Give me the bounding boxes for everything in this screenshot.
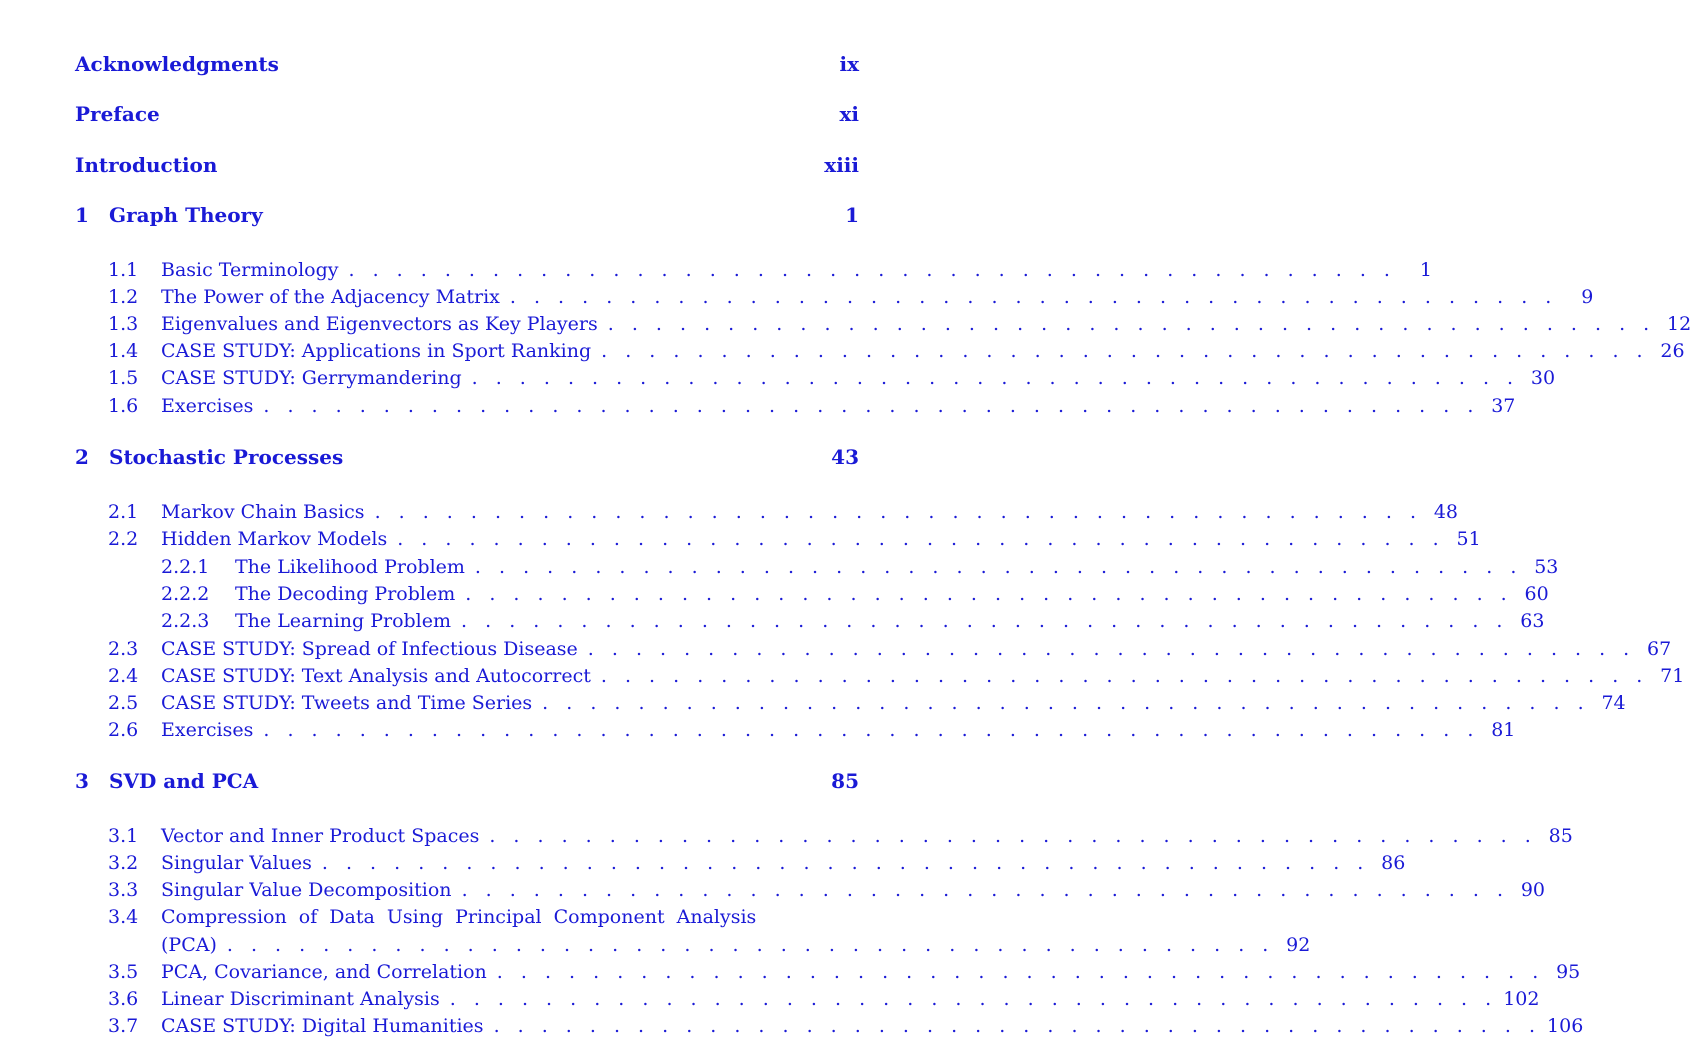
dot-leader: . . . . . . . . . . . . . . . . . . . . . . . . . . . . . . . . . . . . . . . . . . . .	[471, 367, 1520, 389]
section-number: 1.6	[108, 395, 139, 417]
section-page: 1	[1419, 259, 1432, 281]
toc-section[interactable]	[108, 637, 1672, 661]
dot-leader: . . . . . . . . . . . . . . . . . . . . . . . . . . . . . . . . . . . . . . . . . . . .	[474, 556, 1523, 578]
toc-chapter-1[interactable]	[75, 202, 859, 228]
section-page: 92	[1286, 934, 1311, 956]
section-title: Compression of Data Using Principal Component Analysis	[161, 906, 757, 928]
toc-section[interactable]	[108, 824, 1573, 848]
section-title: PCA, Covariance, and Correlation	[161, 961, 487, 983]
toc-chapter-2[interactable]	[75, 444, 859, 470]
section-page: 106	[1547, 1015, 1584, 1037]
dot-leader: . . . . . . . . . . . . . . . . . . . . . . . . . . . . . . . . . . . . . . . . . . . .	[600, 665, 1649, 687]
toc-chapter-3[interactable]	[75, 768, 859, 794]
dot-leader: . . . . . . . . . . . . . . . . . . . . . . . . . . . . . . . . . . . . . . . . . . . .	[374, 501, 1423, 523]
toc-section[interactable]	[108, 851, 1406, 875]
entry-page: xi	[839, 102, 859, 126]
toc-section-first-line[interactable]	[108, 905, 859, 929]
toc-section[interactable]	[108, 960, 1581, 984]
section-page: 9	[1581, 286, 1594, 308]
section-number: 1.3	[108, 313, 139, 335]
toc-section[interactable]	[108, 1014, 1584, 1038]
toc-subsection[interactable]	[161, 582, 1549, 606]
section-title: CASE STUDY: Applications in Sport Ranking	[161, 340, 592, 362]
section-title: CASE STUDY: Spread of Infectious Disease	[161, 638, 578, 660]
section-title: Exercises	[161, 395, 254, 417]
section-number: 3.7	[108, 1015, 139, 1037]
section-number: 2.1	[108, 501, 139, 523]
chapter-title: Stochastic Processes	[109, 445, 344, 469]
dot-leader: . . . . . . . . . . . . . . . . . . . . . . . . . . . . . . . . . . . . . . . . . . . .	[496, 961, 1545, 983]
subsection-page: 63	[1520, 610, 1545, 632]
subsection-title: The Learning Problem	[235, 610, 452, 632]
toc-section[interactable]	[108, 285, 1594, 309]
dot-leader: . . . . . . . . . . . . . . . . . . . . . . . . . . . . . . . . . . . . . . . . . . . .	[461, 879, 1510, 901]
section-page: 30	[1530, 367, 1556, 389]
section-number: 2.6	[108, 719, 139, 741]
dot-leader: . . . . . . . . . . . . . . . . . . . . . . . . . . . . . . . . . . . . . . . . . . . .	[489, 825, 1537, 847]
section-page: 12	[1667, 313, 1691, 335]
dot-leader: . . . . . . . . . . . . . . . . . . . . . . . . . . . . . . . . . . . . . . . . . . . .	[226, 934, 1275, 956]
subsection-number: 2.2.3	[161, 610, 210, 632]
section-number: 3.5	[108, 961, 139, 983]
toc-section[interactable]	[108, 878, 1546, 902]
section-page: 81	[1491, 719, 1516, 741]
subsection-number: 2.2.2	[161, 583, 210, 605]
section-title: Markov Chain Basics	[161, 501, 365, 523]
section-number: 2.3	[108, 638, 139, 660]
dot-leader: . . . . . . . . . . . . . . . . . . . . . . . . . . . . . . . . . . . . . . . . . . . .	[607, 313, 1656, 335]
dot-leader: . . . . . . . . . . . . . . . . . . . . . . . . . . . . . . . . . . . . . . . . . . . .	[509, 286, 1558, 308]
section-number: 2.5	[108, 692, 139, 714]
section-number: 3.1	[108, 825, 139, 847]
entry-title: Preface	[75, 102, 160, 126]
subsection-page: 60	[1524, 583, 1549, 605]
toc-subsection[interactable]	[161, 555, 1559, 579]
section-number: 3.3	[108, 879, 139, 901]
dot-leader: . . . . . . . . . . . . . . . . . . . . . . . . . . . . . . . . . . . . . . . . . . . .	[493, 1015, 1542, 1037]
section-number: 3.4	[108, 906, 139, 928]
section-page: 102	[1503, 988, 1540, 1010]
toc-section[interactable]	[108, 312, 1691, 336]
entry-title: Introduction	[75, 153, 218, 177]
subsection-title: The Decoding Problem	[235, 583, 456, 605]
chapter-number: 1	[75, 203, 89, 227]
section-page: 95	[1556, 961, 1581, 983]
section-page: 37	[1491, 395, 1516, 417]
toc-entry-preface[interactable]	[75, 101, 859, 127]
toc-entry-introduction[interactable]	[75, 152, 859, 178]
dot-leader: . . . . . . . . . . . . . . . . . . . . . . . . . . . . . . . . . . . . . . . . . . . .	[461, 610, 1509, 632]
section-number: 1.1	[108, 259, 139, 281]
toc-section[interactable]	[108, 394, 1516, 418]
section-number: 1.5	[108, 367, 139, 389]
section-title: Eigenvalues and Eigenvectors as Key Players	[161, 313, 598, 335]
section-page: 90	[1520, 879, 1546, 901]
section-page: 86	[1381, 852, 1406, 874]
chapter-title: Graph Theory	[109, 203, 263, 227]
dot-leader: . . . . . . . . . . . . . . . . . . . . . . . . . . . . . . . . . . . . . . . . . . . .	[465, 583, 1513, 605]
dot-leader: . . . . . . . . . . . . . . . . . . . . . . . . . . . . . . . . . . . . . . . . . . . . . . . . . . .	[263, 719, 1480, 741]
toc-entry-acknowledgments[interactable]	[75, 51, 859, 77]
chapter-title: SVD and PCA	[109, 769, 259, 793]
dot-leader: . . . . . . . . . . . . . . . . . . . . . . . . . . . . . . . . . . . . . . . . . . . .	[542, 692, 1590, 714]
toc-section[interactable]	[108, 366, 1556, 390]
section-page: 71	[1660, 665, 1685, 687]
toc-section[interactable]	[108, 691, 1626, 715]
section-number: 1.4	[108, 340, 139, 362]
dot-leader: . . . . . . . . . . . . . . . . . . . . . . . . . . . . . . . . . . . . . . . . . . . .	[449, 988, 1498, 1010]
dot-leader: . . . . . . . . . . . . . . . . . . . . . . . . . . . . . . . . . . . . . . . . . . . . . . . . . . .	[263, 395, 1480, 417]
section-page: 26	[1660, 340, 1685, 362]
section-title: CASE STUDY: Gerrymandering	[161, 367, 462, 389]
toc-section[interactable]	[108, 527, 1481, 551]
section-title-continued: (PCA)	[161, 934, 217, 956]
section-title: Basic Terminology	[161, 259, 339, 281]
toc-section[interactable]	[108, 258, 1432, 282]
chapter-page: 43	[831, 445, 859, 469]
section-page: 51	[1456, 528, 1481, 550]
chapter-page: 85	[831, 769, 859, 793]
section-number: 1.2	[108, 286, 139, 308]
toc-section[interactable]	[108, 664, 1685, 688]
chapter-number: 3	[75, 769, 89, 793]
section-number: 3.6	[108, 988, 139, 1010]
subsection-number: 2.2.1	[161, 556, 210, 578]
section-title: CASE STUDY: Digital Humanities	[161, 1015, 484, 1037]
section-title: Singular Value Decomposition	[161, 879, 452, 901]
toc-subsection[interactable]	[161, 609, 1545, 633]
section-page: 85	[1548, 825, 1573, 847]
section-title: Linear Discriminant Analysis	[161, 988, 440, 1010]
subsection-title: The Likelihood Problem	[235, 556, 465, 578]
section-title: CASE STUDY: Text Analysis and Autocorrect	[161, 665, 591, 687]
dot-leader: . . . . . . . . . . . . . . . . . . . . . . . . . . . . . . . . . . . . . . . . . . . .	[601, 340, 1649, 362]
chapter-page: 1	[845, 203, 859, 227]
section-page: 48	[1433, 501, 1459, 523]
dot-leader: . . . . . . . . . . . . . . . . . . . . . . . . . . . . . . . . . . . . . . . . . . . .	[348, 259, 1396, 281]
dot-leader: . . . . . . . . . . . . . . . . . . . . . . . . . . . . . . . . . . . . . . . . . . . .	[397, 528, 1445, 550]
section-number: 2.2	[108, 528, 139, 550]
entry-page: ix	[839, 52, 859, 76]
chapter-number: 2	[75, 445, 89, 469]
section-title: Exercises	[161, 719, 254, 741]
section-page: 74	[1601, 692, 1626, 714]
dot-leader: . . . . . . . . . . . . . . . . . . . . . . . . . . . . . . . . . . . . . . . . . . . .	[321, 852, 1370, 874]
section-number: 3.2	[108, 852, 139, 874]
section-title: Hidden Markov Models	[161, 528, 388, 550]
section-page: 67	[1647, 638, 1672, 660]
section-title: Singular Values	[161, 852, 312, 874]
section-title: CASE STUDY: Tweets and Time Series	[161, 692, 533, 714]
toc-section[interactable]	[108, 987, 1540, 1011]
section-title: The Power of the Adjacency Matrix	[161, 286, 500, 308]
subsection-page: 53	[1534, 556, 1559, 578]
toc-section[interactable]	[108, 718, 1516, 742]
toc-section-continuation[interactable]	[161, 933, 1311, 957]
toc-section[interactable]	[108, 339, 1685, 363]
section-number: 2.4	[108, 665, 139, 687]
toc-section[interactable]	[108, 500, 1459, 524]
dot-leader: . . . . . . . . . . . . . . . . . . . . . . . . . . . . . . . . . . . . . . . . . . . .	[587, 638, 1636, 660]
section-title: Vector and Inner Product Spaces	[161, 825, 480, 847]
entry-page: xiii	[824, 153, 859, 177]
entry-title: Acknowledgments	[75, 52, 279, 76]
